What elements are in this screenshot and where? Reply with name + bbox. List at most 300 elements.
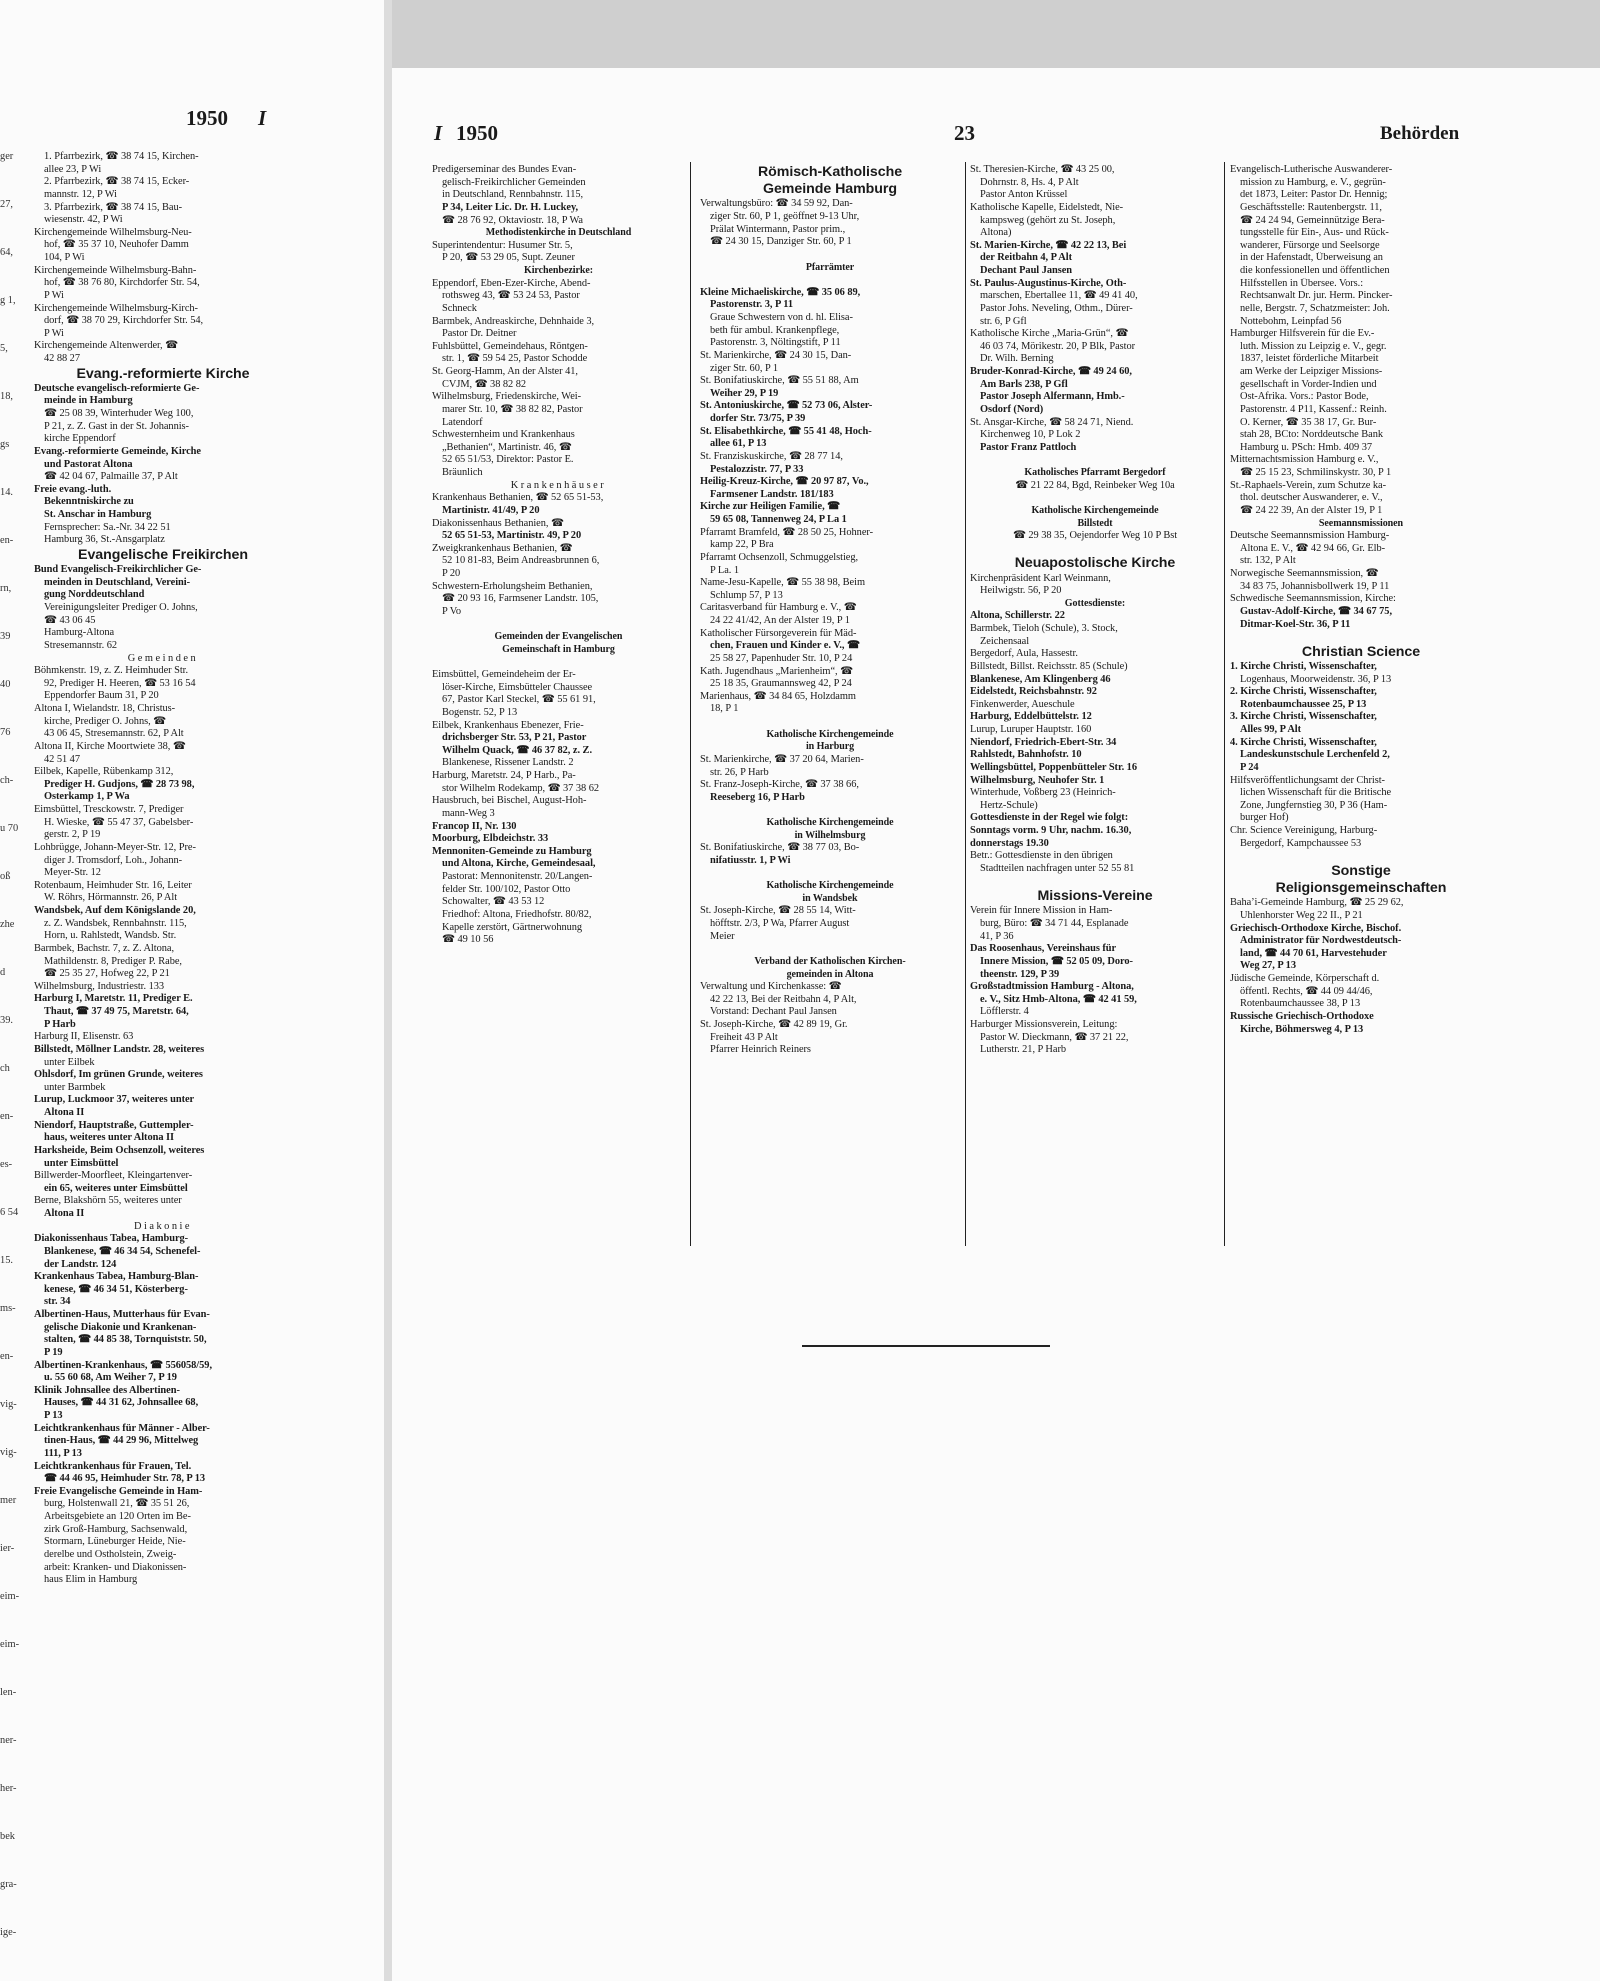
entry-line: 25 18 35, Graumannsweg 42, P 24 (710, 678, 852, 690)
entry-line: Winterhude, Voßberg 23 (Heinrich- (970, 787, 1116, 799)
entry-line: Nottebohm, Leinpfad 56 (1240, 315, 1342, 327)
entry-line: H. Wieske, ☎ 55 47 37, Gabelsber- (44, 816, 194, 828)
entry-line: Predigerseminar des Bundes Evan- (432, 164, 577, 175)
entry-line: 42 88 27 (44, 353, 80, 364)
entry-line: Heilwigstr. 56, P 20 (980, 585, 1062, 597)
edge-fragment: 15. (0, 1255, 13, 1266)
entry-line: Leichtkrankenhaus für Frauen, Tel. (34, 1460, 192, 1472)
entry-line: Verband der Katholischen Kirchen- (754, 955, 906, 967)
entry-line: Pastor Franz Pattloch (980, 441, 1077, 453)
entry-line: Schlump 57, P 13 (710, 589, 783, 601)
entry-line: Dechant Paul Jansen (980, 265, 1072, 276)
entry-line: St.-Raphaels-Verein, zum Schutze ka- (1230, 479, 1387, 491)
entry-line: Schneck (442, 302, 477, 314)
entry-line: der Landstr. 124 (44, 1258, 117, 1270)
entry-line: Heilig-Kreuz-Kirche, ☎ 20 97 87, Vo., (700, 476, 869, 488)
entry-line: 43 06 45, Stresemannstr. 62, P Alt (44, 728, 184, 740)
entry-line: P Vo (442, 605, 461, 617)
entry-line: Hamburg-Altona (44, 627, 115, 639)
entry-line: Francop II, Nr. 130 (432, 820, 517, 832)
entry-line: Kirche zur Heiligen Familie, ☎ (700, 501, 841, 513)
column-2 (700, 164, 960, 1057)
entry-line: ☎ 24 30 15, Danziger Str. 60, P 1 (710, 236, 852, 248)
edge-fragment: ige- (0, 1927, 17, 1938)
entry-line: Bräunlich (442, 467, 483, 478)
entry-line: tinen-Haus, ☎ 44 29 96, Mittelweg (44, 1435, 199, 1447)
entry-line: donnerstags 19.30 (970, 837, 1049, 849)
entry-line: Eilbek, Kapelle, Rübenkamp 312, (34, 766, 174, 778)
entry-line: Katholische Kirchengemeinde (1031, 504, 1159, 516)
entry-line: ☎ 25 35 27, Hofweg 22, P 21 (44, 968, 170, 980)
entry-line: ☎ 25 08 39, Winterhuder Weg 100, (44, 408, 194, 420)
entry-line: Marienhaus, ☎ 34 84 65, Holzdamm (700, 690, 856, 702)
entry-line: tungsstelle für Ein-, Aus- und Rück- (1240, 227, 1389, 239)
entry-line: 24 22 41/42, An der Alster 19, P 1 (710, 615, 850, 627)
entry-line: Das Roosenhaus, Vereinshaus für (970, 943, 1117, 955)
entry-line: zirk Groß-Hamburg, Sachsenwald, (44, 1523, 188, 1535)
entry-line: Osterkamp 1, P Wa (44, 791, 130, 803)
edge-fragment: len- (0, 1687, 17, 1698)
entry-line (970, 454, 1220, 467)
edge-fragment: 39. (0, 1015, 13, 1026)
entry-line: Harburg, Maretstr. 24, P Harb., Pa- (432, 770, 576, 781)
entry-line: thol. deutscher Auswanderer, e. V., (1240, 492, 1383, 504)
entry-line: und Pastorat Altona (44, 458, 133, 470)
entry-line: Evang.-reformierte Gemeinde, Kirche (34, 445, 201, 457)
entry-line: Pfarrämter (805, 261, 855, 273)
entry-line: gerstr. 2, P 19 (44, 829, 101, 841)
entry-line: Kirchenpräsident Karl Weinmann, (970, 572, 1111, 584)
entry-line: Wilhelmsburg, Industriestr. 133 (34, 980, 165, 992)
entry-line: Hamburger Hilfsverein für die Ev.- (1230, 328, 1375, 340)
entry-line: Chr. Science Vereinigung, Harburg- (1230, 825, 1378, 837)
entry-line: Berne, Blakshörn 55, weiteres unter (34, 1195, 182, 1207)
entry-line: Pastor Johs. Neveling, Othm., Dürer- (980, 302, 1133, 314)
entry-line: Bekenntniskirche zu (44, 496, 134, 508)
entry-line: Rechtsanwalt Dr. jur. Herm. Pincker- (1240, 290, 1393, 302)
entry-line: Ditmar-Koel-Str. 36, P 11 (1240, 618, 1351, 630)
entry-line (700, 274, 960, 287)
entry-line (970, 492, 1220, 505)
entry-line: Diakonie (133, 1220, 193, 1232)
entry-line: Harburg, Eddelbüttelstr. 12 (970, 711, 1092, 723)
entry-line: Mathildenstr. 8, Prediger P. Rabe, (44, 955, 182, 967)
edge-fragment: ier- (0, 1543, 15, 1554)
entry-line: Hamburg u. PSch: Hmb. 409 37 (1240, 441, 1373, 453)
entry-line: Eppendorf, Eben-Ezer-Kirche, Abend- (432, 277, 591, 289)
entry-line: det 1873, Leiter: Pastor Dr. Hennig; (1240, 189, 1388, 201)
entry-line: burg, Büro: ☎ 34 71 44, Esplanade (980, 918, 1129, 930)
entry-line: Hamburg 36, St.-Ansgarplatz (44, 534, 165, 546)
entry-line: Altona II (44, 1208, 85, 1220)
entry-line: dorf, ☎ 38 70 29, Kirchdorfer Str. 54, (44, 315, 204, 327)
entry-line: marer Str. 10, ☎ 38 82 82, Pastor (442, 403, 583, 415)
entry-line: Friedhof: Altona, Friedhofstr. 80/82, (442, 908, 592, 920)
entry-line: Weiher 29, P 19 (710, 387, 779, 399)
entry-line: Stresemannstr. 62 (44, 639, 118, 651)
entry-line: Bund Evangelisch-Freikirchlicher Ge- (34, 564, 202, 576)
entry-line: 1. Pfarrbezirk, ☎ 38 74 15, Kirchen- (44, 151, 199, 162)
entry-line: P Wi (44, 289, 64, 301)
entry-line: kirche, Prediger O. Johns, ☎ (44, 715, 167, 727)
entry-line: Altona) (980, 227, 1012, 239)
edge-fragment: 40 (0, 679, 11, 690)
entry-line: Bergedorf, Aula, Hassestr. (970, 648, 1078, 660)
entry-line: kamp 22, P Bra (710, 539, 774, 551)
entry-line: Kleine Michaeliskirche, ☎ 35 06 89, (700, 286, 861, 298)
entry-line: ein 65, weiteres unter Eimsbüttel (44, 1182, 188, 1194)
entry-line: meinde in Hamburg (44, 395, 133, 407)
edge-fragment: vig- (0, 1447, 17, 1458)
entry-line: löser-Kirche, Eimsbütteler Chaussee (442, 681, 593, 693)
entry-line: derelbe und Ostholstein, Zweig- (44, 1548, 177, 1560)
entry-line: unter Barmbek (44, 1081, 106, 1093)
entry-line: St. Marienkirche, ☎ 37 20 64, Marien- (700, 753, 864, 765)
entry-line: Ost-Afrika. Vors.: Pastor Bode, (1240, 391, 1369, 403)
entry-line: lichen Wissenschaft für die Britische (1240, 787, 1392, 799)
entry-line: P 20 (442, 568, 461, 579)
entry-line: ☎ 44 46 95, Heimhuder Str. 78, P 13 (44, 1473, 205, 1485)
entry-line: Religionsgemeinschaften (1275, 880, 1447, 897)
entry-line: CVJM, ☎ 38 82 82 (442, 378, 527, 390)
entry-line (1230, 850, 1492, 863)
entry-line: Rotenbaum, Heimhuder Str. 16, Leiter (34, 879, 192, 891)
entry-line: Zeichensaal (980, 635, 1030, 647)
entry-line: Wellingsbüttel, Poppenbütteler Str. 16 (970, 761, 1137, 773)
entry-line: diger J. Tromsdorf, Loh., Johann- (44, 854, 183, 866)
entry-line: Schwedische Seemannsmission, Kirche: (1230, 593, 1396, 605)
entry-line: Altona I, Wielandstr. 18, Christus- (34, 703, 176, 715)
entry-line: Gottesdienste: (1064, 597, 1126, 609)
entry-line: haus, weiteres unter Altona II (44, 1132, 175, 1144)
entry-line: Böhmkenstr. 19, z. Z. Heimhuder Str. (34, 665, 189, 677)
entry-line: mann-Weg 3 (442, 807, 495, 819)
entry-line: 3. Pfarrbezirk, ☎ 38 74 15, Bau- (44, 201, 183, 213)
entry-line: Katholische Kirche „Maria-Grün“, ☎ (970, 328, 1129, 340)
entry-line: Landeskunstschule Lerchenfeld 2, (1240, 749, 1390, 761)
entry-line: Eilbek, Krankenhaus Ebenezer, Frie- (432, 719, 584, 731)
entry-line: und Altona, Kirche, Gemeindesaal, (442, 858, 596, 870)
entry-line: St. Anschar in Hamburg (44, 509, 152, 521)
entry-line (700, 716, 960, 729)
entry-line: Osdorf (Nord) (980, 403, 1044, 415)
entry-line: P La. 1 (710, 564, 739, 576)
column-3 (970, 164, 1220, 1057)
entry-line: burg, Holstenwall 21, ☎ 35 51 26, (44, 1498, 190, 1510)
entry-line: Schwesternheim und Krankenhaus (432, 429, 575, 441)
entry-line: Kirchengemeinde Wilhelmsburg-Neu- (34, 226, 192, 238)
entry-line: St. Bonifatiuskirche, ☎ 38 77 03, Bo- (700, 842, 860, 854)
entry-line: Pfarrer Heinrich Reiners (710, 1044, 811, 1056)
entry-line: allee 23, P Wi (44, 163, 102, 175)
column-rule (690, 162, 691, 1246)
entry-line: St. Antoniuskirche, ☎ 52 73 06, Alster- (700, 400, 873, 412)
edge-fragment: en- (0, 535, 14, 546)
entry-line: Seemannsmissionen (1318, 517, 1404, 529)
entry-line: Prediger H. Gudjons, ☎ 28 73 98, (44, 778, 195, 790)
entry-line: Wandsbek, Auf dem Königslande 20, (34, 905, 196, 917)
entry-line: in der Hafenstadt, Überweisung an (1240, 252, 1383, 264)
entry-line: kenese, ☎ 46 34 51, Kösterberg- (44, 1283, 188, 1295)
entry-line: ☎ 21 22 84, Bgd, Reinbeker Weg 10a (1015, 479, 1175, 491)
entry-line: Dr. Wilh. Berning (980, 353, 1054, 365)
entry-line: Alles 99, P Alt (1240, 724, 1302, 736)
entry-line: 52 10 81-83, Beim Andreasbrunnen 6, (442, 555, 600, 567)
entry-line: beth für ambul. Krankenpflege, (710, 324, 840, 336)
entry-line (432, 656, 685, 669)
entry-line: Harburg I, Maretstr. 11, Prediger E. (34, 993, 193, 1005)
entry-line: Jüdische Gemeinde, Körperschaft d. (1230, 973, 1380, 985)
entry-line: theenstr. 129, P 39 (980, 968, 1060, 980)
entry-line: Leichtkrankenhaus für Männer - Alber- (34, 1422, 210, 1434)
section-title: Behörden (1380, 123, 1460, 144)
entry-line: haus Elim in Hamburg (44, 1574, 138, 1586)
entry-line: Katholischer Fürsorgeverein für Mäd- (700, 627, 857, 639)
entry-line: Katholische Kirchengemeinde (766, 728, 894, 740)
entry-line: Niendorf, Hauptstraße, Guttempler- (34, 1119, 194, 1131)
entry-line: Harburger Missionsverein, Leitung: (970, 1019, 1118, 1031)
entry-line: arbeit: Kranken- und Diakonissen- (44, 1561, 187, 1573)
entry-line: hof, ☎ 35 37 10, Neuhofer Damm (44, 239, 189, 251)
entry-line: Altona E. V., ☎ 42 94 66, Gr. Elb- (1240, 542, 1386, 554)
entry-line: Eimsbüttel, Tresckowstr. 7, Prediger (34, 804, 184, 816)
edge-fragment: bek (0, 1831, 16, 1842)
entry-line: Blankenese, Rissener Landstr. 2 (442, 757, 574, 769)
entry-line: St. Theresien-Kirche, ☎ 43 25 00, (970, 164, 1115, 175)
entry-line: Verein für Innere Mission in Ham- (970, 905, 1113, 917)
entry-line: P Harb (44, 1018, 76, 1030)
entry-line: St. Paulus-Augustinus-Kirche, Oth- (970, 277, 1127, 289)
entry-line: Pfarramt Bramfeld, ☎ 28 50 25, Hohner- (700, 526, 874, 538)
edge-fragment: ch (0, 1063, 10, 1074)
entry-line: Meyer-Str. 12 (44, 867, 101, 879)
entry-line: Superintendentur: Husumer Str. 5, (432, 239, 573, 251)
entry-line: Martinistr. 41/49, P 20 (442, 504, 540, 516)
entry-line: „Bethanien“, Martinistr. 46, ☎ (442, 441, 572, 453)
entry-line: Kirchengemeinde Altenwerder, ☎ (34, 340, 179, 352)
entry-line: nifatiusstr. 1, P Wi (710, 854, 791, 866)
right-page-folio: I (434, 121, 443, 145)
entry-line: Rahlstedt, Bahnhofstr. 10 (970, 749, 1082, 761)
entry-line: Prälat Wintermann, Pastor prim., (710, 223, 846, 235)
entry-line: nelle, Bergstr. 7, Schatzmeister: Joh. (1240, 302, 1390, 314)
entry-line: Latendorf (442, 416, 483, 428)
column-rule (1224, 162, 1225, 1246)
entry-line: P Wi (44, 327, 64, 339)
entry-line: Gemeinden (127, 652, 199, 664)
entry-line: Caritasverband für Hamburg e. V., ☎ (700, 602, 857, 614)
entry-line: Kirchenweg 10, P Lok 2 (980, 429, 1081, 441)
edge-fragment: 64, (0, 247, 13, 258)
entry-line: marschen, Ebertallee 11, ☎ 49 41 40, (980, 290, 1138, 302)
entry-line: St. Franz-Joseph-Kirche, ☎ 37 38 66, (700, 779, 859, 791)
entry-line: Evangelisch-Lutherische Auswanderer- (1230, 164, 1393, 175)
column-1 (432, 164, 685, 947)
entry-line: Schowalter, ☎ 43 53 12 (442, 896, 545, 908)
entry-line: gemeinden in Altona (786, 968, 874, 980)
entry-line: wiesenstr. 42, P Wi (44, 214, 123, 226)
entry-line: W. Röhrs, Hörmannstr. 26, P Alt (44, 892, 178, 904)
edge-fragment: eim- (0, 1591, 20, 1602)
entry-line: Kirche, Böhmersweg 4, P 13 (1240, 1023, 1364, 1035)
edge-fragment: en- (0, 1351, 14, 1362)
entry-line: unter Eilbek (44, 1056, 95, 1068)
entry-line: e. V., Sitz Hmb-Altona, ☎ 42 41 59, (980, 993, 1137, 1005)
entry-line: Uhlenhorster Weg 22 II., P 21 (1240, 909, 1363, 921)
entry-line: P 19 (44, 1346, 63, 1358)
entry-line: kirche Eppendorf (44, 433, 116, 445)
entry-line: Name-Jesu-Kapelle, ☎ 55 38 98, Beim (700, 577, 865, 589)
entry-line: 59 65 08, Tannenweg 24, P La 1 (710, 514, 847, 526)
entry-line: ☎ 43 06 45 (44, 614, 96, 626)
entry-line: ☎ 49 10 56 (442, 934, 494, 946)
entry-line: in Wilhelmsburg (794, 829, 866, 841)
entry-line: Römisch-Katholische (757, 164, 903, 180)
entry-line: St. Joseph-Kirche, ☎ 42 89 19, Gr. (700, 1019, 848, 1031)
entry-line: Hausbruch, bei Bischel, August-Hoh- (432, 795, 587, 807)
entry-line: Gemeinde Hamburg (762, 181, 897, 198)
entry-line: Deutsche evangelisch-reformierte Ge- (34, 382, 200, 394)
entry-line: felder Str. 100/102, Pastor Otto (442, 883, 571, 895)
left-page-folio: I (258, 106, 267, 130)
entry-line: Baha’i-Gemeinde Hamburg, ☎ 25 29 62, (1230, 897, 1404, 909)
entry-line: ☎ 42 04 67, Palmaille 37, P Alt (44, 471, 178, 483)
entry-line: burger Hof) (1240, 812, 1289, 824)
entry-line: 1837, leistet förderliche Mitarbeit (1240, 353, 1379, 365)
edge-fragment: es- (0, 1159, 13, 1170)
entry-line: Methodistenkirche in Deutschland (485, 227, 632, 239)
entry-line: Gustav-Adolf-Kirche, ☎ 34 67 75, (1240, 605, 1392, 617)
entry-line: gelisch-Freikirchlicher Gemeinden (442, 176, 586, 188)
entry-line: wanderer, Fürsorge und Seelsorge (1240, 239, 1380, 251)
entry-line: 2. Kirche Christi, Wissenschafter, (1230, 686, 1377, 698)
entry-line: 4. Kirche Christi, Wissenschafter, (1230, 736, 1377, 748)
entry-line: Am Barls 238, P Gfl (980, 378, 1068, 390)
entry-line: Gemeinden der Evangelischen (494, 631, 623, 643)
entry-line: Verwaltung und Kirchenkasse: ☎ (700, 981, 842, 993)
entry-line: Diakonissenhaus Tabea, Hamburg- (34, 1233, 189, 1245)
edge-fragment: ger (0, 151, 14, 162)
entry-line: stor Wilhelm Rodekamp, ☎ 37 38 62 (442, 782, 600, 794)
entry-line: Geschäftsstelle: Rautenbergstr. 11, (1240, 201, 1382, 213)
entry-line: stalten, ☎ 44 85 38, Tornquiststr. 50, (44, 1334, 207, 1346)
entry-line: Pastor Dr. Deitner (442, 328, 517, 340)
entry-line: P 20, ☎ 53 29 05, Supt. Zeuner (442, 252, 575, 264)
entry-line: der Reitbahn 4, P Alt (980, 252, 1072, 264)
entry-line: ziger Str. 60, P 1 (710, 362, 778, 374)
entry-line: Graue Schwestern von d. hl. Elisa- (710, 312, 853, 324)
entry-line: ☎ 25 15 23, Schmilinskystr. 30, P 1 (1240, 467, 1392, 478)
entry-line: Meier (710, 930, 735, 942)
entry-line: u. 55 60 68, Am Weiher 7, P 19 (44, 1372, 177, 1384)
entry-line: 52 65 51/53, Direktor: Pastor E. (442, 454, 574, 466)
entry-line: Fuhlsbüttel, Gemeindehaus, Röntgen- (432, 340, 588, 352)
entry-line: Kath. Jugendhaus „Marienheim“, ☎ (700, 665, 854, 677)
entry-line: Logenhaus, Moorweidenstr. 36, P 13 (1240, 673, 1392, 685)
entry-line: Vereinigungsleiter Prediger O. Johns, (44, 602, 198, 614)
entry-line: gesellschaft in Vorder-Indien und (1240, 378, 1377, 390)
entry-line: Farmsener Landstr. 181/183 (710, 488, 834, 500)
entry-line: höfftstr. 2/3, P Wa, Pfarrer August (710, 918, 850, 930)
entry-line: Sonstige (1331, 862, 1391, 879)
entry-line: Arbeitsgebiete an 120 Orten im Be- (44, 1511, 191, 1523)
entry-line: Barmbek, Andreaskirche, Dehnhaide 3, (432, 315, 595, 327)
entry-line: Mitternachtsmission Hamburg e. V., (1230, 454, 1379, 466)
entry-line: luth. Mission zu Leipzig e. V., gegr. (1240, 340, 1387, 352)
edge-fragment: gs (0, 439, 10, 450)
entry-line: gelische Diakonie und Krankenan- (44, 1321, 197, 1333)
entry-line: Billwerder-Moorfleet, Kleingartenver- (34, 1170, 193, 1182)
entry-line: unter Eimsbüttel (44, 1157, 119, 1169)
entry-line: 42 22 13, Bei der Reitbahn 4, P Alt, (710, 993, 857, 1005)
entry-line: Dohrnstr. 8, Hs. 4, P Alt (980, 176, 1079, 188)
entry-line: Eimsbüttel, Gemeindeheim der Er- (432, 669, 576, 680)
entry-line: Bruder-Konrad-Kirche, ☎ 49 24 60, (970, 366, 1132, 377)
entry-line: Sonntags vorm. 9 Uhr, nachm. 16.30, (970, 825, 1132, 837)
entry-line: str. 34 (44, 1296, 71, 1308)
entry-line: dorfer Str. 73/75, P 39 (710, 413, 806, 425)
entry-line: in Deutschland, Rennbahnstr. 115, (442, 189, 584, 201)
entry-line: Pastor Anton Krüssel (980, 189, 1068, 201)
edge-fragment: g 1, (0, 295, 16, 306)
entry-line: Pastorenstr. 3, Nöltingstift, P 11 (710, 337, 841, 349)
entry-line: Verwaltungsbüro: ☎ 34 59 92, Dan- (700, 198, 853, 210)
entry-line: P 13 (44, 1410, 63, 1422)
entry-line: Wilhelm Quack, ☎ 46 37 82, z. Z. (442, 744, 592, 756)
edge-fragment: 6 54 (0, 1207, 19, 1218)
edge-fragment: her- (0, 1783, 17, 1794)
entry-line: Evang.-reformierte Kirche (76, 365, 250, 382)
entry-line: kampsweg (gehört zu St. Joseph, (980, 214, 1116, 226)
entry-line: Horn, u. Rahlstedt, Wandsb. Str. (44, 930, 177, 942)
entry-line: Eppendorfer Baum 31, P 20 (44, 690, 159, 702)
entry-line: Großstadtmission Hamburg - Altona, (970, 981, 1134, 993)
left-page-year: 1950 (186, 106, 228, 130)
entry-line: Blankenese, ☎ 46 34 54, Schenefel- (44, 1245, 201, 1257)
page-number: 23 (954, 121, 975, 145)
entry-line: Blankenese, Am Klingenberg 46 (970, 673, 1111, 685)
entry-line: Harksheide, Beim Ochsenzoll, weiteres (34, 1144, 205, 1156)
entry-line: Altona, Schillerstr. 22 (970, 610, 1065, 622)
entry-line (970, 876, 1220, 889)
column-4 (1230, 164, 1492, 1036)
entry-line: Reeseberg 16, P Harb (710, 791, 805, 803)
entry-line: O. Kerner, ☎ 35 38 17, Gr. Bur- (1240, 416, 1377, 428)
entry-line: ☎ 24 22 39, An der Alster 19, P 1 (1240, 504, 1383, 516)
entry-line: 46 03 74, Mörikestr. 20, P Blk, Pastor (980, 340, 1136, 352)
entry-line: Christian Science (1301, 643, 1421, 660)
entry-line: Moorburg, Elbdeichstr. 33 (432, 833, 549, 845)
entry-line: Stormarn, Lüneburger Heide, Nie- (44, 1536, 186, 1548)
entry-line: Pastor W. Dieckmann, ☎ 37 21 22, (980, 1031, 1129, 1043)
right-page-year: 1950 (456, 121, 498, 145)
edge-fragment: d (0, 967, 6, 978)
entry-line (700, 943, 960, 956)
edge-fragment: 76 (0, 727, 11, 738)
entry-line: Rotenbaumchaussee 25, P 13 (1240, 698, 1367, 710)
edge-fragment: 27, (0, 199, 13, 210)
entry-line: Bogenstr. 52, P 13 (442, 706, 518, 718)
entry-line: St. Marien-Kirche, ☎ 42 22 13, Bei (970, 239, 1127, 251)
entry-line: Hilfsveröffentlichungsamt der Christ- (1230, 774, 1385, 786)
edge-fragment: ms- (0, 1303, 16, 1314)
entry-line: rothsweg 43, ☎ 53 24 53, Pastor (442, 290, 580, 302)
entry-line: St. Georg-Hamm, An der Alster 41, (432, 366, 578, 377)
entry-line: Krankenhaus Bethanien, ☎ 52 65 51-53, (432, 492, 604, 504)
entry-line: stah 28, BCto: Norddeutsche Bank (1240, 429, 1383, 441)
entry-line: ☎ 28 76 92, Oktaviostr. 18, P Wa (442, 214, 583, 226)
entry-line: 111, P 13 (44, 1447, 82, 1459)
